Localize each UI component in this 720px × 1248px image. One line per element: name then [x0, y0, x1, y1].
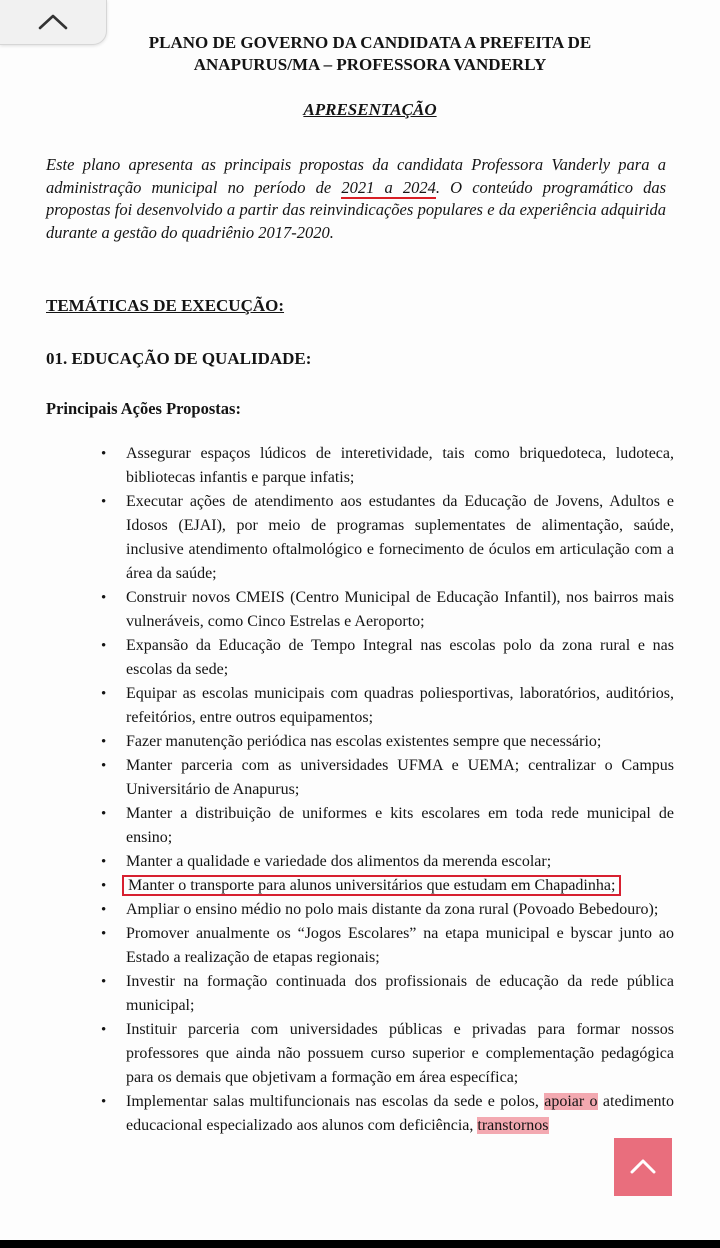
bullet-icon: • — [101, 1094, 107, 1110]
education-heading: 01. EDUCAÇÃO DE QUALIDADE: — [46, 349, 312, 368]
list-item-text: Equipar as escolas municipais com quadras poliesportivas, laboratórios, auditórios, refeitórios, entre outros equipamentos; — [126, 685, 674, 726]
section-heading: APRESENTAÇÃO — [303, 100, 437, 119]
list-item-text: Expansão da Educação de Tempo Integral nas escolas polo da zona rural e nas escolas da sede; — [126, 637, 674, 678]
bullet-icon: • — [101, 854, 107, 870]
bullet-icon: • — [101, 806, 107, 822]
list-item — [0, 1018, 720, 1090]
list-item-text: Instituir parceria com universidades públicas e privadas para formar nossos professores que ainda não possuem curso superior e complementação pedagógica para os demais que objetivam a formação em área específica; — [126, 1021, 674, 1086]
scroll-to-top-button[interactable] — [614, 1138, 672, 1196]
last-item-text-start: Implementar salas multifuncionais nas escolas da sede e polos, — [126, 1093, 545, 1110]
list-item — [0, 634, 720, 682]
intro-paragraph — [46, 154, 666, 244]
list-item — [0, 682, 720, 730]
system-navigation-bar — [0, 1240, 720, 1248]
intro-text-start: Este plano apresenta as principais propostas da candidata Professora Vanderly para a administração municipal no período de — [46, 155, 666, 197]
list-item — [0, 442, 720, 490]
list-item-text: Investir na formação continuada dos profissionais de educação da rede pública municipal; — [126, 973, 674, 1014]
list-item — [0, 1090, 720, 1138]
list-item-highlighted — [0, 874, 720, 898]
red-boxed-item-text: Manter o transporte para alunos universitários que estudam em Chapadinha; — [122, 875, 621, 896]
last-item-text-middle: atedimento educacional especializado aos alunos com deficiência, — [126, 1093, 674, 1134]
list-item-text: Assegurar espaços lúdicos de interetividade, tais como briquedoteca, ludoteca, bibliotecas infantis e parque infatis; — [126, 445, 674, 486]
bullet-icon: • — [101, 758, 107, 774]
bullet-icon: • — [101, 902, 107, 918]
bullet-icon: • — [101, 494, 107, 510]
title-line-1: PLANO DE GOVERNO DA CANDIDATA A PREFEITA DE — [148, 33, 592, 52]
title-line-2: ANAPURUS/MA – PROFESSORA VANDERLY — [193, 55, 547, 74]
list-item-text: Manter a distribuição de uniformes e kits escolares em toda rede municipal de ensino; — [126, 805, 674, 846]
chevron-up-icon — [36, 12, 70, 32]
list-item — [0, 922, 720, 970]
highlighted-text: transtornos — [477, 1117, 549, 1134]
list-item-text — [126, 1093, 674, 1134]
intro-text-end: . O conteúdo programático das propostas foi desenvolvido a partir das reinvindicações populares e da experiência adquirida durante a gestão do quadriênio 2017-2020. — [46, 177, 666, 242]
list-item-text: Executar ações de atendimento aos estudantes da Educação de Jovens, Adultos e Idosos (EJAI), por meio de programas suplementates de alimentação, saúde, inclusive atendimento oftalmológico e fornecimento de óculos em articulação com a área da saúde; — [126, 493, 674, 582]
thematic-heading: TEMÁTICAS DE EXECUÇÃO: — [46, 296, 285, 315]
bullet-icon: • — [101, 686, 107, 702]
bullet-icon: • — [101, 1022, 107, 1038]
list-item-text: Fazer manutenção periódica nas escolas existentes sempre que necessário; — [126, 733, 602, 750]
list-item-text: Manter parceria com as universidades UFMA e UEMA; centralizar o Campus Universitário de Anapurus; — [126, 757, 674, 798]
list-item — [0, 730, 720, 754]
bullet-icon: • — [101, 926, 107, 942]
bullet-icon: • — [101, 590, 107, 606]
list-item — [0, 802, 720, 850]
list-item-text: Construir novos CMEIS (Centro Municipal de Educação Infantil), nos bairros mais vulneráveis, como Cinco Estrelas e Aeroporto; — [126, 589, 674, 630]
list-item-text: Ampliar o ensino médio no polo mais distante da zona rural (Povoado Bebedouro); — [126, 901, 659, 918]
list-item-text: Promover anualmente os “Jogos Escolares” na etapa municipal e byscar junto ao Estado a realização de etapas regionais; — [126, 925, 674, 966]
red-underlined-period: 2021 a 2024 — [341, 177, 436, 197]
list-item — [0, 898, 720, 922]
bullet-icon: • — [101, 638, 107, 654]
bullet-icon: • — [101, 734, 107, 750]
bullet-icon: • — [101, 878, 107, 894]
bullet-icon: • — [101, 446, 107, 462]
bullet-icon: • — [101, 974, 107, 990]
proposals-list — [0, 442, 720, 1138]
chevron-up-icon — [628, 1155, 658, 1177]
document-title — [60, 32, 680, 76]
list-item — [0, 850, 720, 874]
list-item — [0, 490, 720, 586]
highlighted-text: apoiar o — [544, 1093, 598, 1110]
actions-heading: Principais Ações Propostas: — [46, 399, 241, 418]
list-item-text: Manter a qualidade e variedade dos alimentos da merenda escolar; — [126, 853, 552, 870]
list-item — [0, 754, 720, 802]
list-item — [0, 970, 720, 1018]
list-item — [0, 586, 720, 634]
